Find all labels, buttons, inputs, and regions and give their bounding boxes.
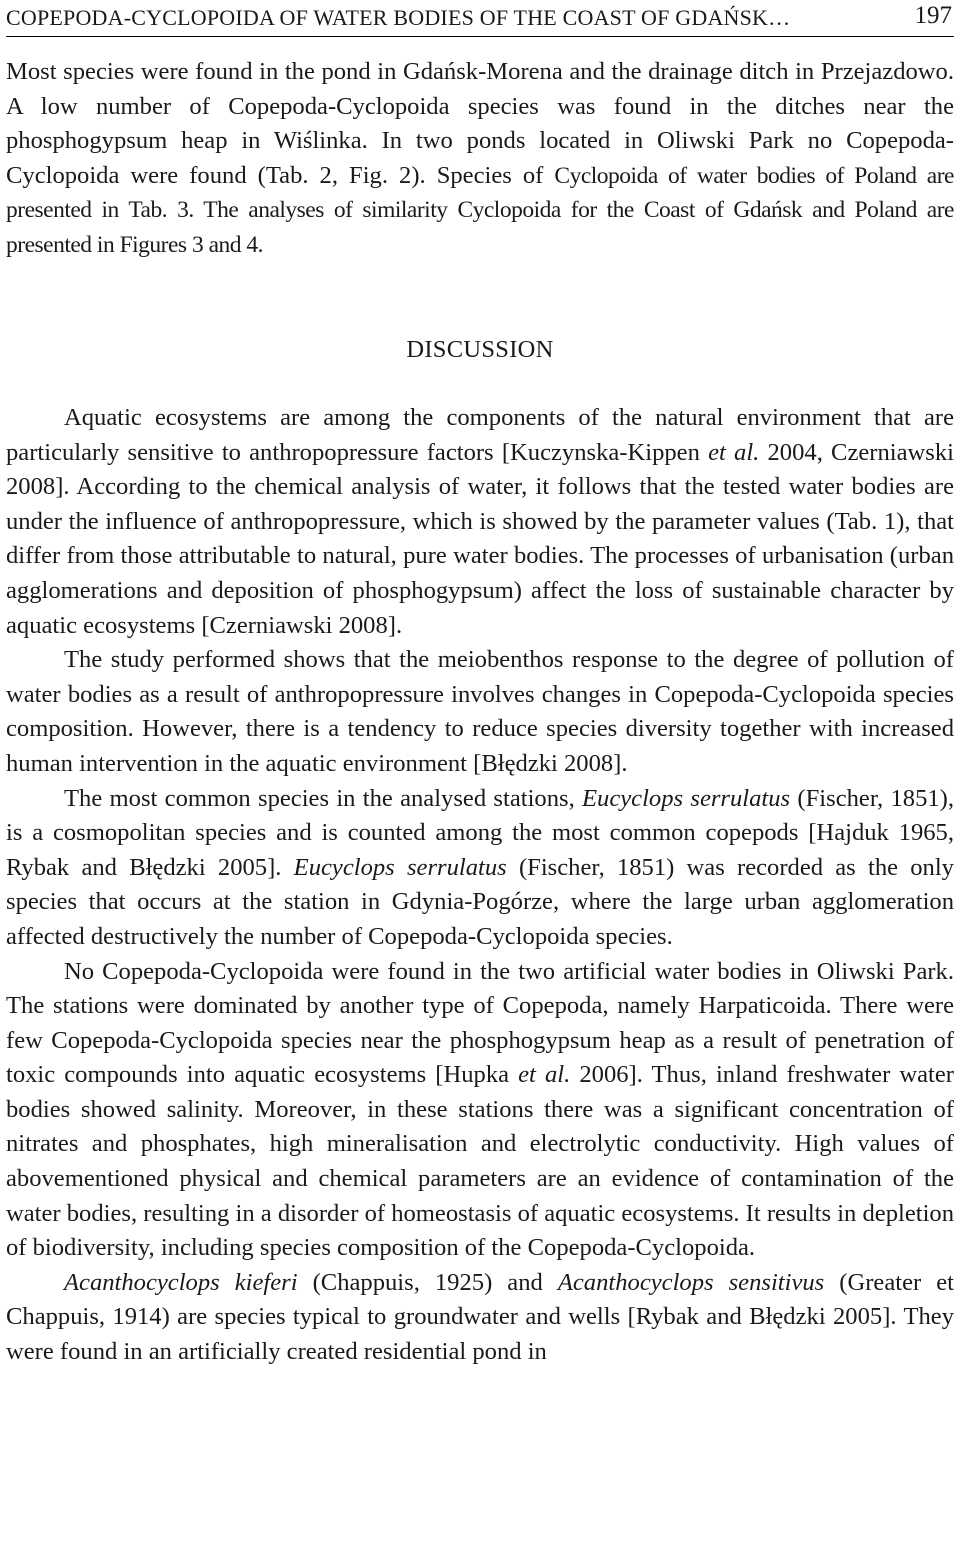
species-name: Eucyclops serrulatus (582, 784, 791, 812)
species-name: Acanthocyclops kieferi (64, 1268, 298, 1296)
para-text: (Chappuis, 1925) and (297, 1268, 558, 1296)
discussion-paragraph-1 (6, 401, 954, 643)
species-name: Eucyclops serrulatus (293, 853, 507, 881)
para-text: No Copepoda-Cyclopoida were found in the two artificial water bodies in Oliwski Park. The stations were dominated by another type of Copepoda, namely Harpaticoida. There were few Copepoda-Cyclopoida species near the phosphogypsum heap as a result of penetration of toxic compounds into aquatic ecosystems [Hupka (6, 957, 954, 1089)
results-text-condensed: Cyclopoida of water bodies of Poland are presented in Tab. 3. The analyses of similarity Cyclopoida for the Coast of Gdańsk and Poland are presented in Figures 3 and 4. (6, 162, 954, 258)
discussion-paragraph-2: The study performed shows that the meiobenthos response to the degree of pollution of water bodies as a result of anthropopressure involves changes in Copepoda-Cyclopoida species composition. However, there is a tendency to reduce species diversity together with increased human intervention in the aquatic environment [Błędzki 2008]. (6, 646, 954, 777)
discussion-paragraph-4 (6, 955, 954, 1266)
discussion-paragraph-3 (6, 782, 954, 955)
para-text: 2004, Czerniawski 2008]. According to the chemical analysis of water, it follows that the tested water bodies are under the influence of anthropopressure, which is showed by the parameter values (Tab. 1), that differ from those attributable to natural, pure water bodies. The processes of urbanisation (urban agglomerations and deposition of phosphogypsum) affect the loss of sustainable character by aquatic ecosystems [Czerniawski 2008]. (6, 438, 954, 639)
para-text: (Fischer, 1851) was recorded as the only species that occurs at the station in Gdynia-Pogórze, where the large urban agglomeration affected destructively the number of Copepoda-Cyclopoida species. (6, 853, 954, 950)
results-text: Most species were found in the pond in Gdańsk-Morena and the drainage ditch in Przejazdowo. A low number of Copepoda-Cyclopoida species was found in the ditches near the phosphogypsum heap in Wiślinka. In two ponds located in Oliwski Park no Copepoda-Cyclopoida were found (Tab. 2, Fig. 2). Species of (6, 58, 954, 189)
results-section (6, 55, 954, 263)
discussion-section (6, 401, 954, 1370)
para-text: (Fischer, 1851), is a cosmopolitan species and is counted among the most common copepods [Hajduk 1965, Rybak and Błędzki 2005]. (6, 784, 955, 881)
para-text: Aquatic ecosystems are among the components of the natural environment that are particularly sensitive to anthropopressure factors [Kuczynska-Kippen (6, 404, 954, 466)
italic-text: et al. (708, 438, 760, 466)
para-text: (Greater et Chappuis, 1914) are species typical to groundwater and wells [Rybak and Błędzki 2005]. They were found in an artificially created residential pond in (6, 1268, 954, 1366)
para-text: The most common species in the analysed stations, (64, 784, 583, 812)
para-text: 2006]. Thus, inland freshwater water bodies showed salinity. Moreover, in these stations there was a significant concentration of nitrates and phosphates, high mineralisation and electrolytic conductivity. High values of abovementioned physical and chemical parameters are an evidence of contamination of the water bodies, resulting in a disorder of homeostasis of aquatic ecosystems. It results in depletion of biodiversity, including species composition of the Copepoda-Cyclopoida. (6, 1061, 955, 1262)
running-head: COPEPODA-CYCLOPOIDA OF WATER BODIES OF THE COAST OF GDAŃSK… (6, 5, 791, 30)
results-paragraph (6, 55, 954, 263)
species-name: Acanthocyclops sensitivus (557, 1268, 825, 1296)
italic-text: et al. (518, 1061, 571, 1089)
discussion-paragraph-5 (6, 1266, 954, 1370)
section-heading-discussion: DISCUSSION (406, 336, 554, 363)
page-header (6, 2, 954, 37)
page-number: 197 (914, 2, 952, 29)
